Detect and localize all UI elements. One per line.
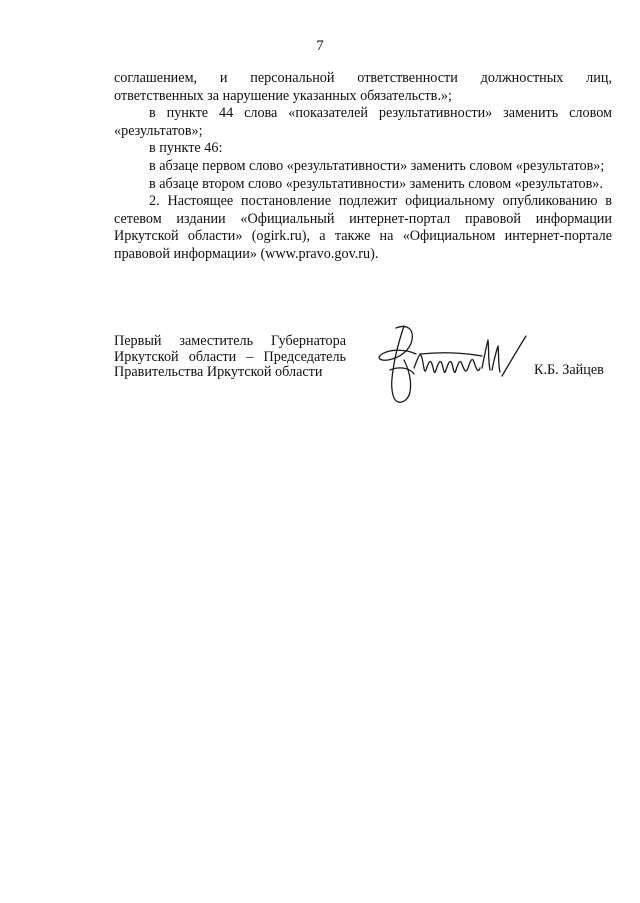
signatory-position [114, 334, 346, 381]
paragraph-abzats-second: в абзаце втором слово «результативности» заменить словом «результатов». [149, 175, 603, 192]
position-line-1: Первый заместитель Губернатора [114, 333, 346, 349]
document-body [114, 70, 612, 264]
signatory-name: К.Б. Зайцев [534, 362, 604, 378]
continuation-line-2: ответственных за нарушение указанных обязательств.»; [114, 87, 452, 104]
paragraph-abzats-first: в абзаце первом слово «результативности» заменить словом «результатов»; [149, 157, 605, 174]
paragraph-continuation [114, 70, 612, 105]
paragraph-point-44: в пункте 44 слова «показателей результативности» заменить словом «результатов»; [114, 105, 612, 139]
continuation-line-1: соглашением, и персональной ответственности должностных лиц, [114, 70, 612, 86]
handwritten-signature [370, 318, 530, 408]
position-line-3: Правительства Иркутской области [114, 364, 323, 381]
position-line-2: Иркутской области – Председатель [114, 348, 346, 365]
paragraph-point-46: в пункте 46: [149, 140, 223, 157]
paragraph-publication: 2. Настоящее постановление подлежит официальному опубликованию в сетевом издании «Официальный интернет-портал правовой информации Иркутской области» (ogirk.ru), а также на «Официальном интернет-портале правовой информации» (www.pravo.gov.ru). [114, 193, 612, 262]
page-number: 7 [316, 38, 324, 54]
